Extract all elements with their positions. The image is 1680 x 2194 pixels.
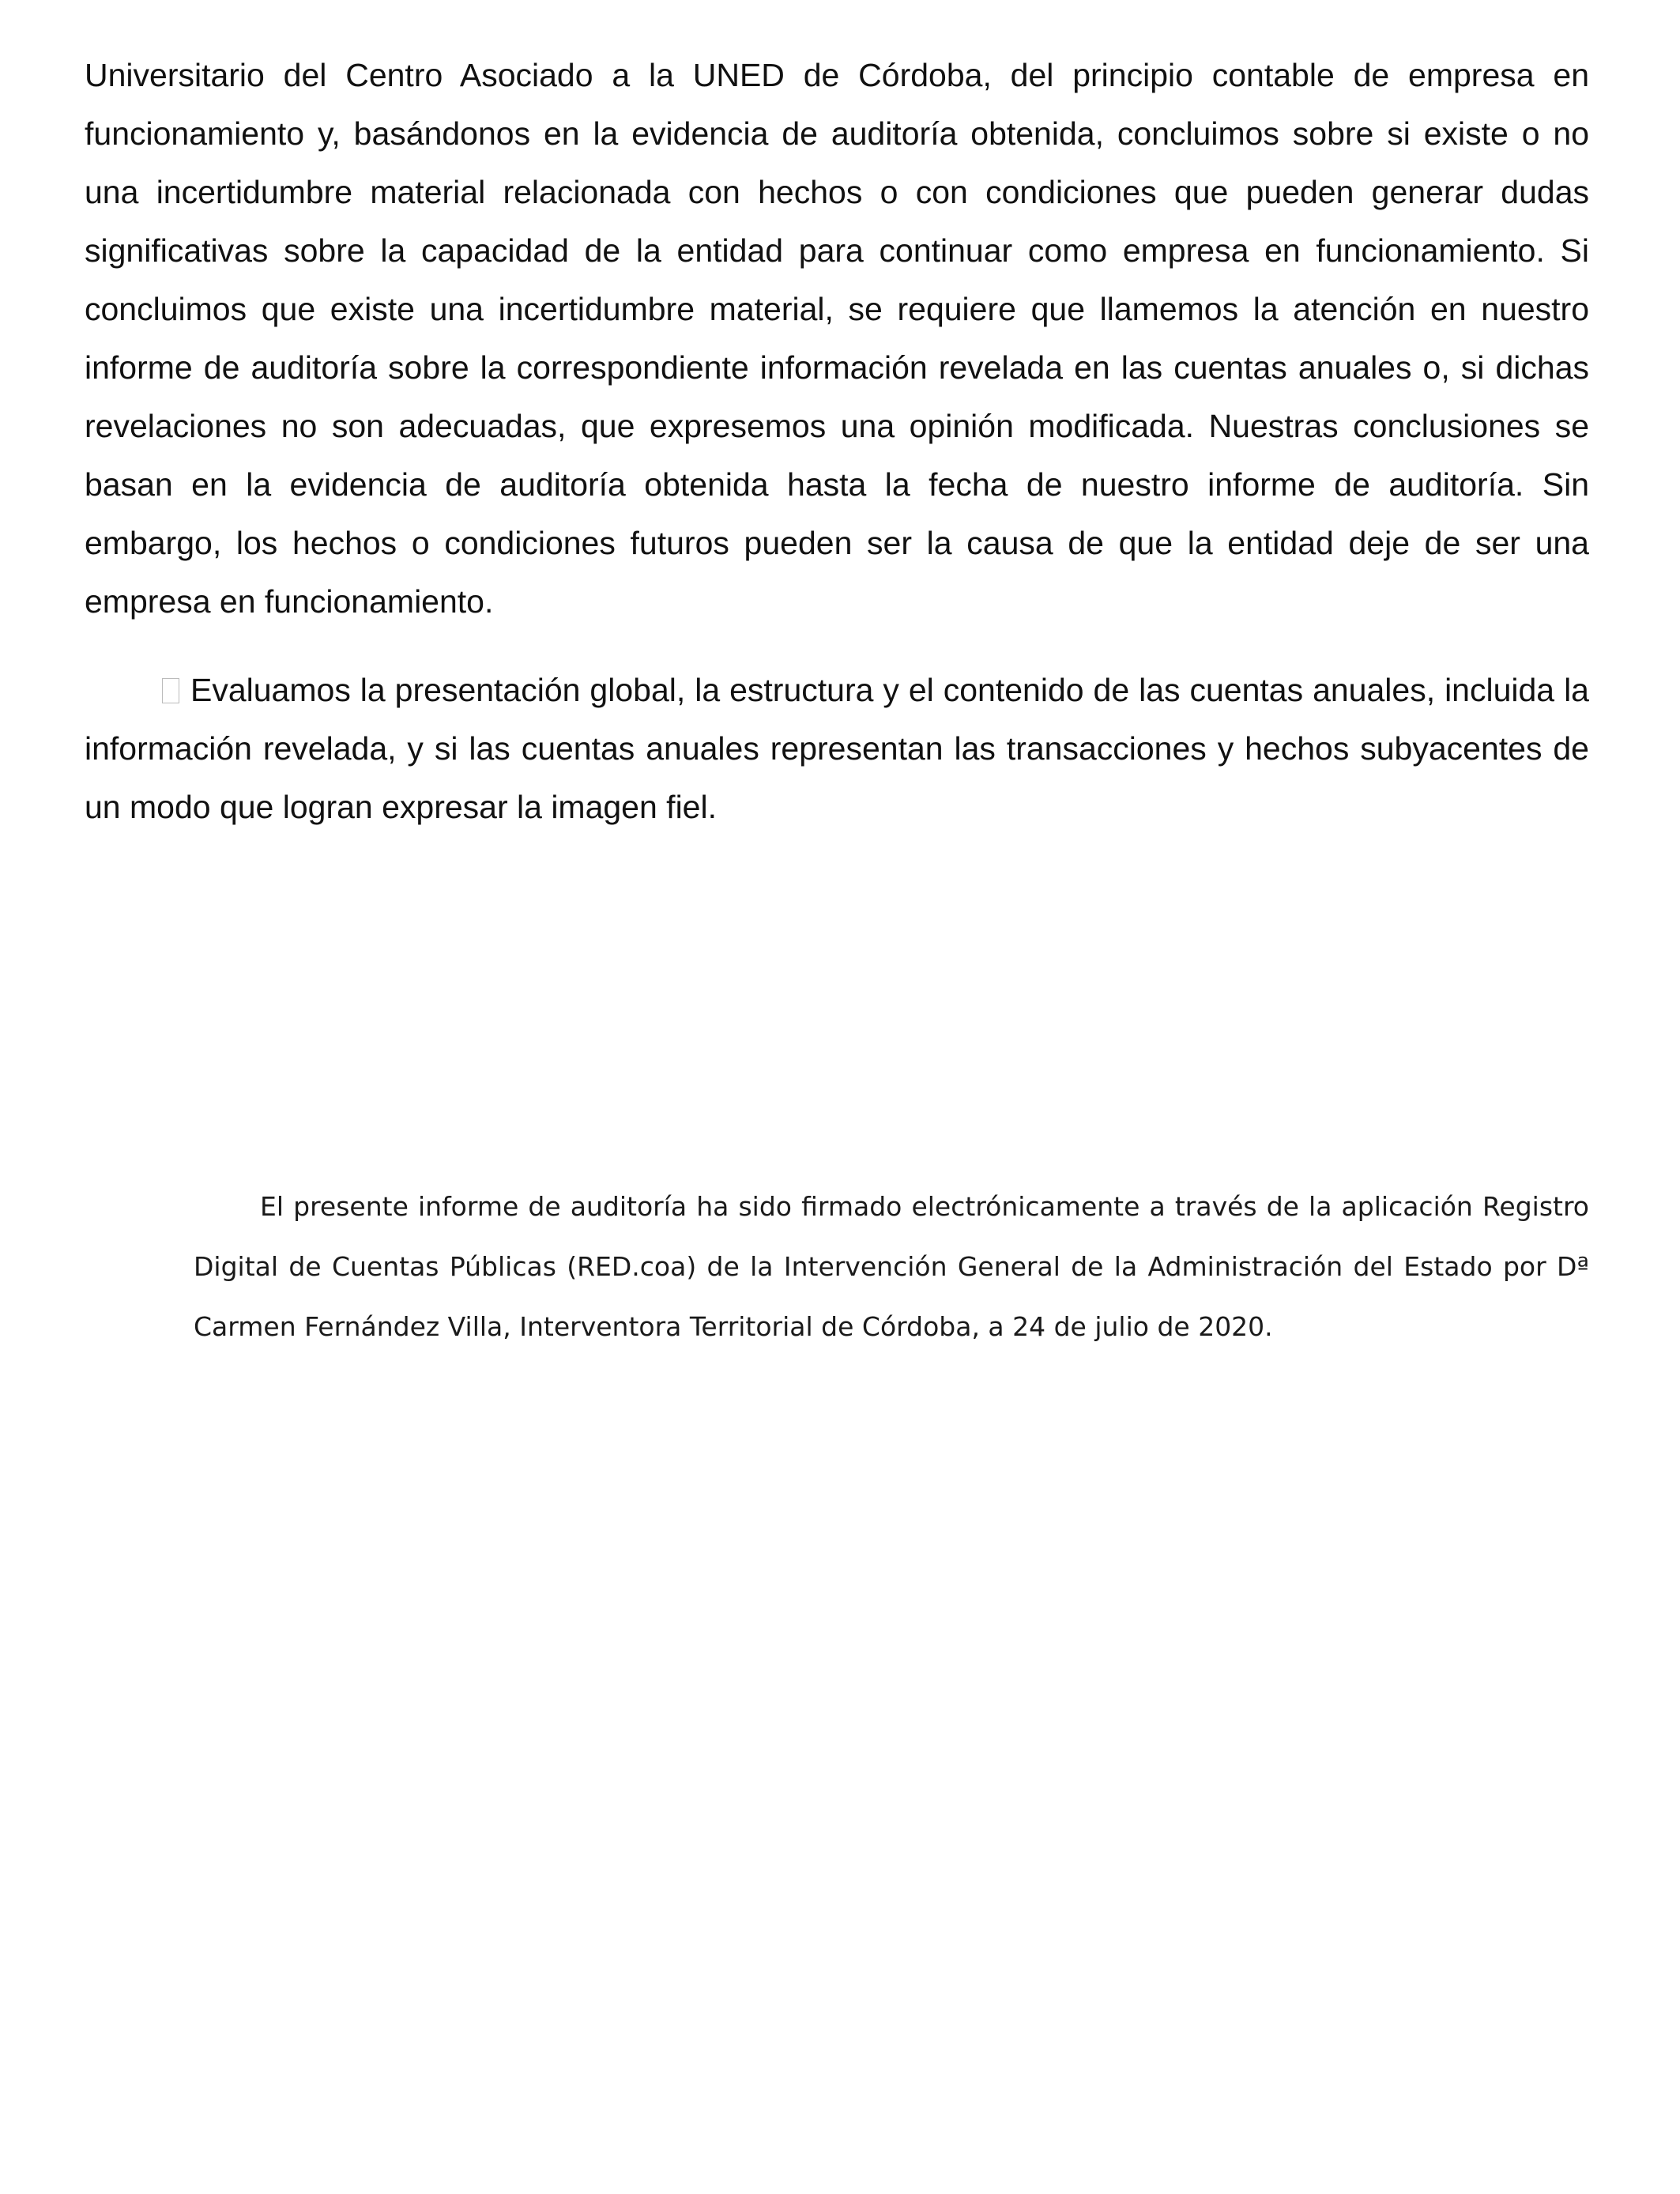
going-concern-paragraph: Universitario del Centro Asociado a la UNED de Córdoba, del principio contable de empresa en funcionamiento y, basándonos en la evidencia de auditoría obtenida, concluimos sobre si existe o no una incertidumbre material relacionada con hechos o con condiciones que pueden generar dudas significativas sobre la capacidad de la entidad para continuar como empresa en funcionamiento. Si concluimos que existe una incertidumbre material, se requiere que llamemos la atención en nuestro informe de auditoría sobre la correspondiente información revelada en las cuentas anuales o, si dichas revelaciones no son adecuadas, que expresemos una opinión modificada. Nuestras conclusiones se basan en la evidencia de auditoría obtenida hasta la fecha de nuestro informe de auditoría. Sin embargo, los hechos o condiciones futuros pueden ser la causa de que la entidad deje de ser una empresa en funcionamiento.	[85, 57, 1589, 620]
bullet-icon	[162, 678, 179, 703]
electronic-signature-note: El presente informe de auditoría ha sido firmado electrónicamente a través de la aplicación Registro Digital de Cuentas Públicas (RED.coa) de la Intervención General de la Administración del Estado por Dª Carmen Fernández Villa, Interventora Territorial de Córdoba, a 24 de julio de 2020.	[194, 1191, 1589, 1342]
evaluation-bullet-text: Evaluamos la presentación global, la estructura y el contenido de las cuentas anuales, incluida la información revelada, y si las cuentas anuales representan las transacciones y hechos subyacentes de un modo que logran expresar la imagen fiel.	[85, 672, 1589, 825]
evaluation-bullet-item	[85, 661, 1589, 836]
